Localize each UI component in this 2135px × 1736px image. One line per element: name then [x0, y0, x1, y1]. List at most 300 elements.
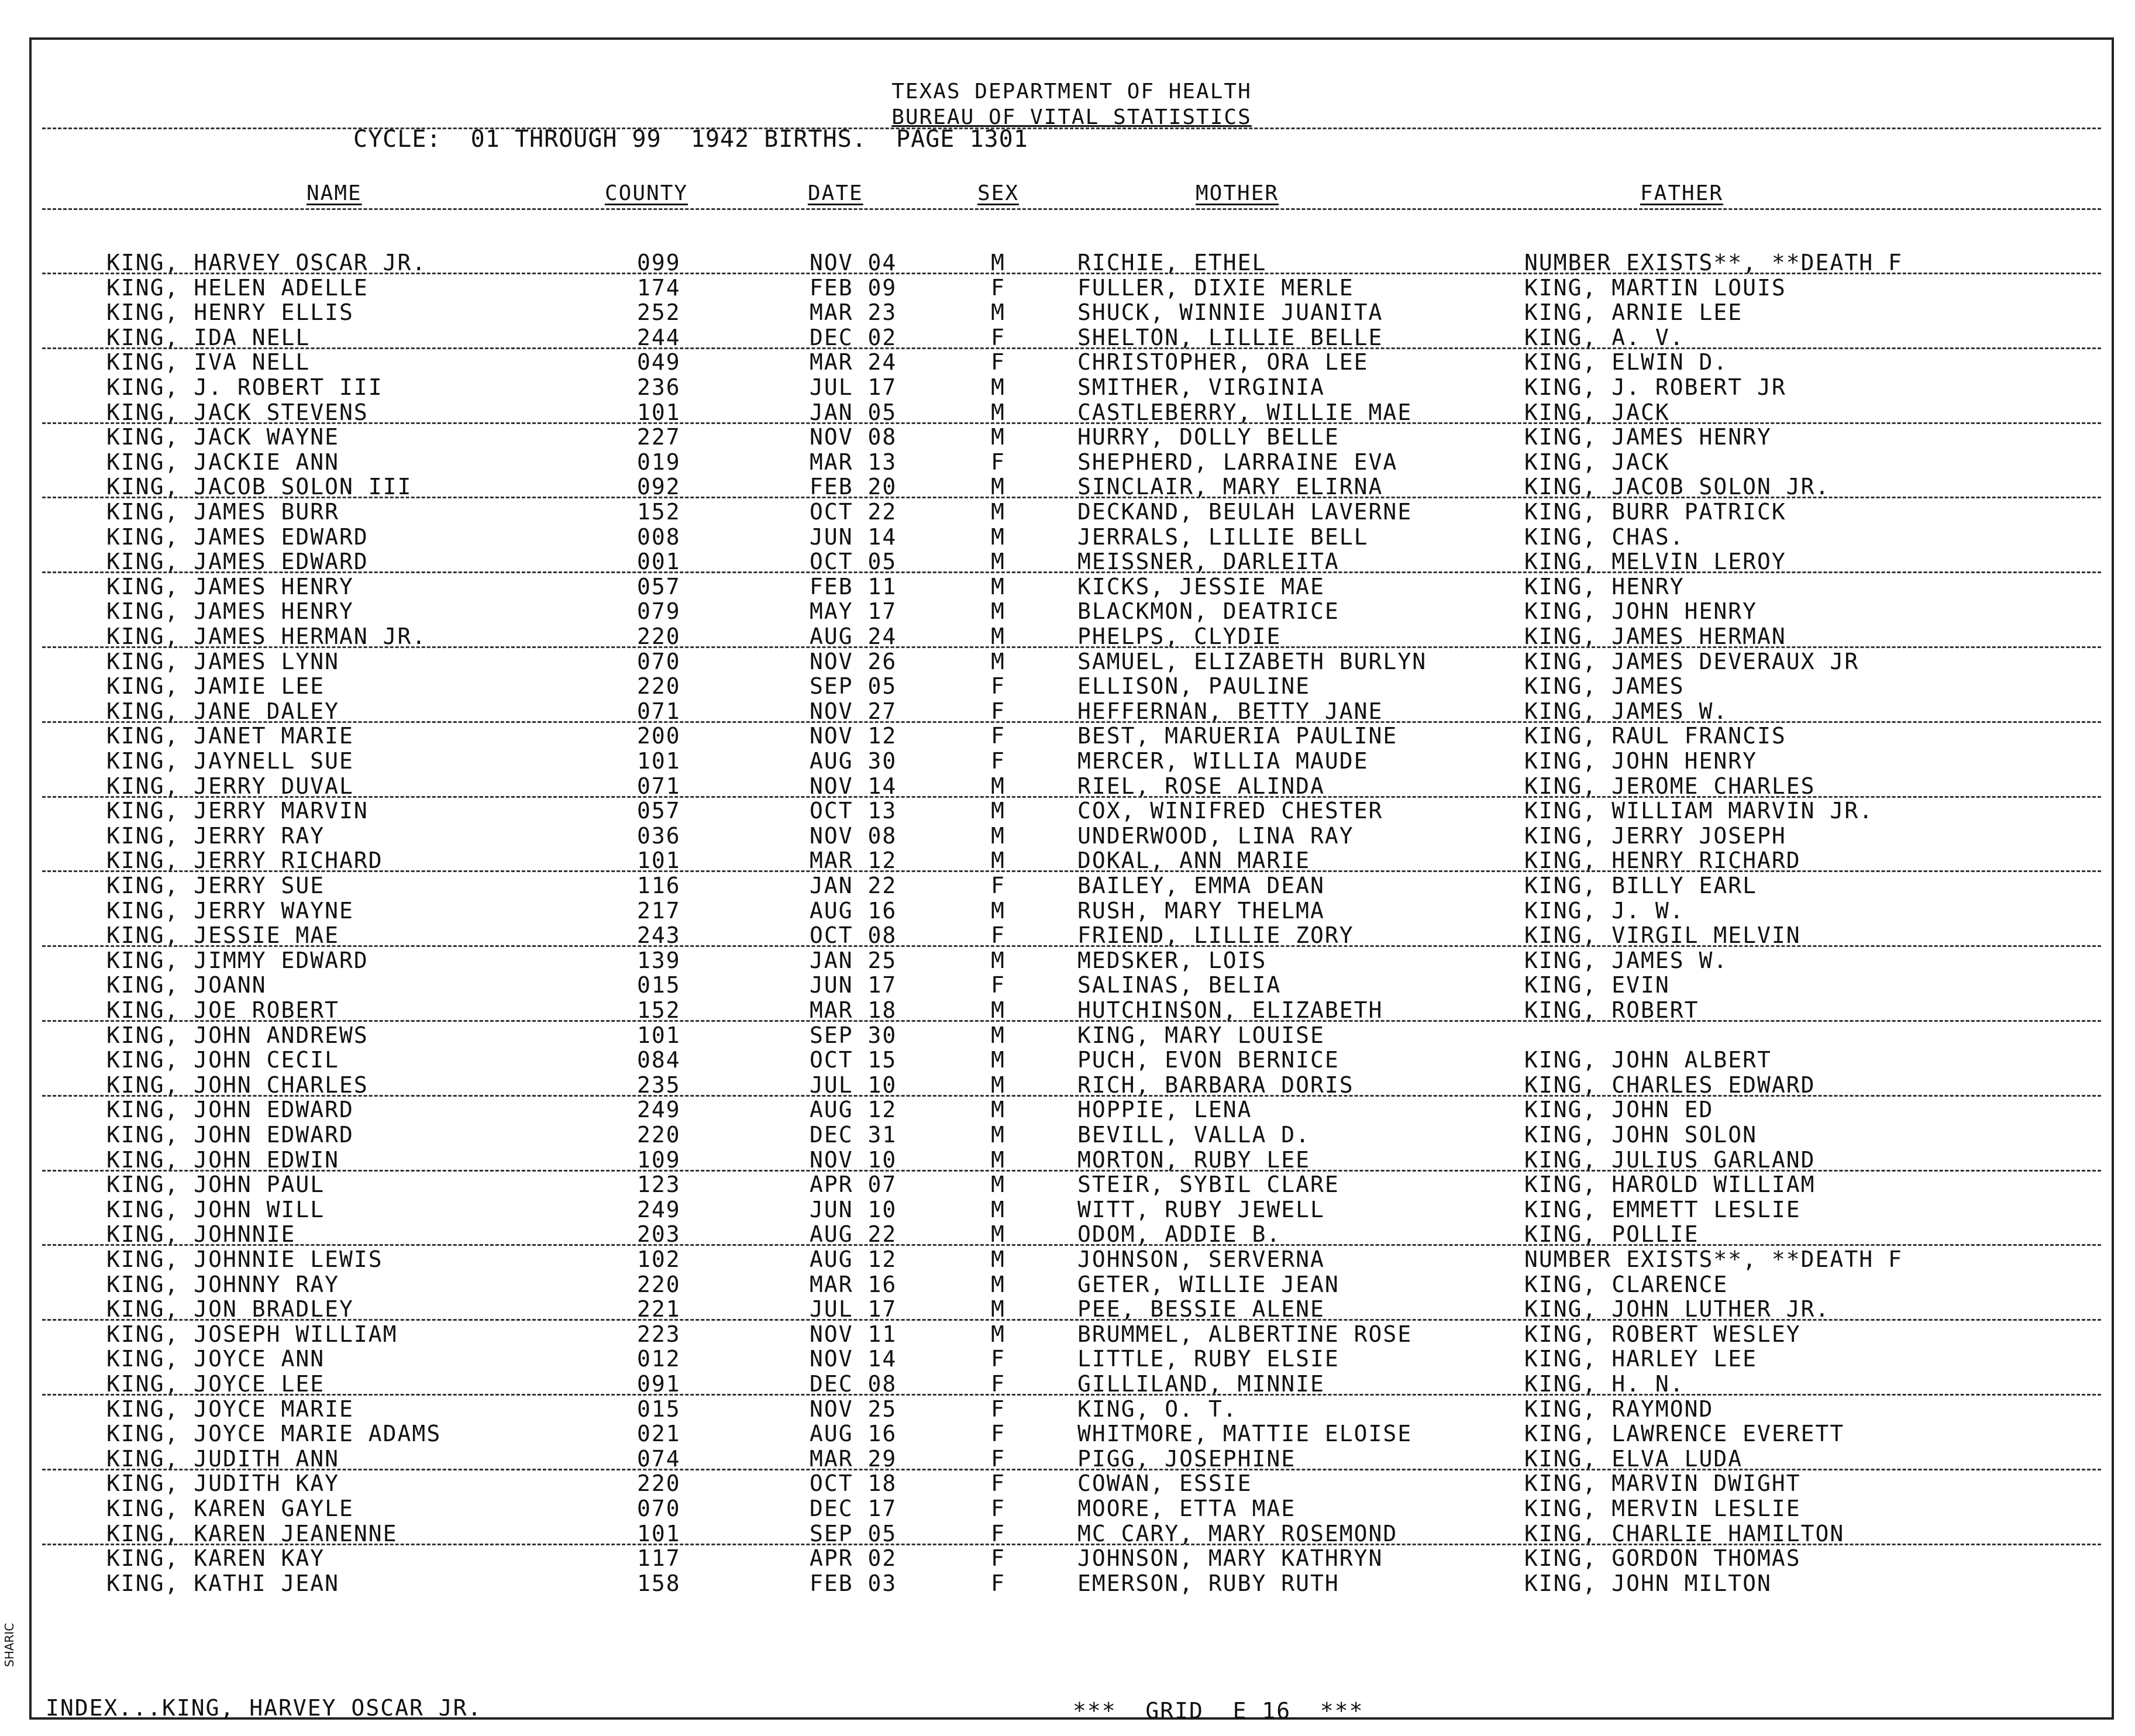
cell-date: NOV 14 [810, 773, 897, 799]
column-header-father: FATHER [1640, 181, 1724, 205]
cell-father: KING, LAWRENCE EVERETT [1524, 1421, 1845, 1447]
cell-father: KING, JACK [1524, 399, 1670, 425]
divider [42, 870, 2101, 872]
cell-date: JAN 25 [810, 947, 897, 973]
cell-name: KING, JOHNNIE [106, 1221, 296, 1248]
cell-father: KING, JULIUS GARLAND [1524, 1146, 1816, 1173]
cell-sex: M [991, 250, 1005, 275]
cell-sex: M [991, 773, 1005, 799]
divider [42, 1095, 2101, 1097]
cell-father: KING, JEROME CHARLES [1524, 773, 1816, 799]
cell-county: 109 [637, 1146, 681, 1173]
table-row [32, 800, 2112, 824]
cell-mother: JOHNSON, SERVERNA [1077, 1246, 1325, 1272]
cell-name: KING, JACK STEVENS [106, 399, 369, 425]
cell-county: 049 [637, 349, 681, 376]
cell-county: 116 [637, 873, 681, 898]
cell-sex: M [991, 798, 1005, 824]
cell-father: KING, ELVA LUDA [1524, 1445, 1743, 1472]
cell-mother: COX, WINIFRED CHESTER [1077, 798, 1383, 824]
table-row [32, 451, 2112, 476]
cell-name: KING, JAMIE LEE [106, 673, 325, 700]
cell-date: JUL 17 [810, 1296, 897, 1322]
cell-mother: GETER, WILLIE JEAN [1077, 1271, 1339, 1297]
cell-father: KING, EMMETT LESLIE [1524, 1196, 1801, 1222]
cell-name: KING, JOANN [106, 972, 267, 998]
cell-date: MAR 29 [810, 1445, 897, 1472]
cell-county: 071 [637, 698, 681, 724]
cell-date: FEB 11 [810, 573, 897, 600]
cell-sex: M [991, 598, 1005, 625]
cell-date: NOV 14 [810, 1346, 897, 1372]
cell-county: 074 [637, 1445, 681, 1472]
cell-date: AUG 30 [810, 748, 897, 774]
cell-father: KING, JOHN HENRY [1524, 598, 1758, 625]
cell-mother: PIGG, JOSEPHINE [1077, 1445, 1296, 1472]
cell-name: KING, JOYCE MARIE [106, 1396, 354, 1422]
cell-name: KING, JAMES EDWARD [106, 523, 369, 550]
cell-father: KING, JOHN ED [1524, 1097, 1714, 1123]
cell-name: KING, JANE DALEY [106, 698, 340, 724]
cell-father: KING, JACOB SOLON JR. [1524, 474, 1830, 500]
cell-name: KING, KATHI JEAN [106, 1570, 340, 1596]
cell-father: KING, ROBERT [1524, 997, 1699, 1023]
cell-sex: M [991, 1221, 1005, 1248]
cell-mother: RIEL, ROSE ALINDA [1077, 773, 1325, 799]
cell-mother: SHELTON, LILLIE BELLE [1077, 324, 1383, 350]
cell-name: KING, JACKIE ANN [106, 449, 340, 475]
cell-sex: F [991, 1421, 1005, 1447]
divider [42, 1469, 2101, 1470]
cell-name: KING, JERRY DUVAL [106, 773, 354, 799]
cell-mother: SHEPHERD, LARRAINE EVA [1077, 449, 1398, 475]
cell-father: KING, JAMES HERMAN [1524, 624, 1786, 649]
cell-sex: M [991, 399, 1005, 425]
cell-name: KING, JIMMY EDWARD [106, 947, 369, 973]
cell-mother: HOPPIE, LENA [1077, 1097, 1252, 1123]
cell-name: KING, JUDITH ANN [106, 1445, 340, 1472]
cell-name: KING, JOHN WILL [106, 1196, 325, 1222]
cell-sex: F [991, 1496, 1005, 1521]
cell-date: DEC 31 [810, 1122, 897, 1148]
cell-sex: F [991, 1520, 1005, 1546]
cell-county: 252 [637, 299, 681, 326]
cell-date: NOV 25 [810, 1396, 897, 1422]
cell-county: 220 [637, 1122, 681, 1148]
cell-sex: M [991, 1196, 1005, 1222]
cell-date: MAR 16 [810, 1271, 897, 1297]
cell-mother: LITTLE, RUBY ELSIE [1077, 1346, 1339, 1372]
table-row [32, 1248, 2112, 1273]
cell-county: 243 [637, 922, 681, 949]
table-row [32, 897, 2112, 924]
cell-county: 102 [637, 1246, 681, 1272]
cell-date: OCT 13 [810, 798, 897, 824]
divider [42, 1319, 2101, 1321]
cell-county: 021 [637, 1421, 681, 1447]
cell-sex: F [991, 1445, 1005, 1472]
cell-name: KING, JOHN CHARLES [106, 1072, 369, 1098]
cell-sex: M [991, 499, 1005, 525]
cycle-line: CYCLE: 01 THROUGH 99 1942 BIRTHS. PAGE 1301 [353, 126, 1028, 153]
cell-county: 244 [637, 324, 681, 350]
cell-mother: FULLER, DIXIE MERLE [1077, 274, 1354, 301]
cell-county: 158 [637, 1570, 681, 1596]
cell-date: AUG 16 [810, 897, 897, 924]
table-row [32, 501, 2112, 525]
table-row [32, 1572, 2112, 1597]
cell-sex: M [991, 1246, 1005, 1272]
cell-county: 220 [637, 1470, 681, 1497]
cell-name: KING, JOHN PAUL [106, 1172, 325, 1198]
table-row [32, 426, 2112, 450]
cell-county: 070 [637, 648, 681, 674]
header-agency: TEXAS DEPARTMENT OF HEALTH [891, 80, 1252, 104]
cell-mother: GILLILAND, MINNIE [1077, 1371, 1325, 1397]
cell-name: KING, IDA NELL [106, 324, 311, 350]
cell-county: 152 [637, 499, 681, 525]
cell-father: KING, JACK [1524, 449, 1670, 475]
cell-county: 101 [637, 848, 681, 874]
cell-date: SEP 05 [810, 673, 897, 700]
cell-name: KING, KAREN KAY [106, 1545, 325, 1572]
cell-mother: MEDSKER, LOIS [1077, 947, 1267, 973]
cell-date: DEC 08 [810, 1371, 897, 1397]
cell-date: JUL 10 [810, 1072, 897, 1098]
cell-sex: M [991, 1122, 1005, 1148]
cell-date: JUN 10 [810, 1196, 897, 1222]
cell-name: KING, JOYCE MARIE ADAMS [106, 1421, 442, 1447]
table-row [32, 1398, 2112, 1422]
divider [42, 571, 2101, 573]
cell-county: 015 [637, 1396, 681, 1422]
cell-county: 092 [637, 474, 681, 500]
cell-name: KING, JUDITH KAY [106, 1470, 340, 1497]
table-row [32, 725, 2112, 749]
cell-date: JUN 17 [810, 972, 897, 998]
cell-sex: M [991, 1146, 1005, 1173]
table-row [32, 650, 2112, 675]
cell-father: KING, J. ROBERT JR [1524, 374, 1786, 400]
cell-sex: M [991, 897, 1005, 924]
cell-father: KING, JAMES W. [1524, 947, 1728, 973]
cell-father: KING, JOHN LUTHER JR. [1524, 1296, 1830, 1322]
cell-mother: PUCH, EVON BERNICE [1077, 1047, 1339, 1073]
table-row [32, 1348, 2112, 1372]
table-row [32, 523, 2112, 550]
cell-father: KING, CHARLIE HAMILTON [1524, 1520, 1845, 1546]
cell-county: 057 [637, 573, 681, 600]
cell-name: KING, JESSIE MAE [106, 922, 340, 949]
table-row [32, 675, 2112, 700]
cell-mother: MOORE, ETTA MAE [1077, 1496, 1296, 1521]
cell-mother: JOHNSON, MARY KATHRYN [1077, 1545, 1383, 1572]
cell-county: 084 [637, 1047, 681, 1073]
table-row [32, 1497, 2112, 1522]
cell-date: MAR 23 [810, 299, 897, 326]
cell-date: FEB 03 [810, 1570, 897, 1596]
cell-sex: F [991, 1545, 1005, 1572]
cell-mother: CASTLEBERRY, WILLIE MAE [1077, 399, 1413, 425]
cell-name: KING, JOYCE LEE [106, 1371, 325, 1397]
cell-mother: HEFFERNAN, BETTY JANE [1077, 698, 1383, 724]
cell-mother: KING, MARY LOUISE [1077, 1022, 1325, 1048]
cell-county: 200 [637, 723, 681, 749]
cell-date: OCT 05 [810, 549, 897, 575]
cell-county: 019 [637, 449, 681, 475]
cell-sex: M [991, 474, 1005, 500]
cell-name: KING, IVA NELL [106, 349, 311, 376]
cell-date: MAR 12 [810, 848, 897, 874]
table-row [32, 573, 2112, 600]
cell-sex: F [991, 274, 1005, 301]
cell-date: MAR 24 [810, 349, 897, 376]
cell-date: MAR 18 [810, 997, 897, 1023]
cell-mother: UNDERWOOD, LINA RAY [1077, 822, 1354, 849]
table-row [32, 600, 2112, 625]
table-row [32, 1273, 2112, 1298]
cell-father: KING, CHAS. [1524, 523, 1685, 550]
cell-name: KING, JOHN EDWARD [106, 1122, 354, 1148]
divider [42, 128, 2101, 129]
cell-county: 101 [637, 1022, 681, 1048]
cell-mother: BEVILL, VALLA D. [1077, 1122, 1311, 1148]
cell-mother: RUSH, MARY THELMA [1077, 897, 1325, 924]
cell-date: DEC 02 [810, 324, 897, 350]
cell-sex: F [991, 723, 1005, 749]
cell-father: KING, BILLY EARL [1524, 873, 1758, 898]
cell-father: KING, BURR PATRICK [1524, 499, 1786, 525]
cell-county: 223 [637, 1321, 681, 1347]
cell-father: KING, ARNIE LEE [1524, 299, 1743, 326]
cell-date: MAY 17 [810, 598, 897, 625]
cell-name: KING, JOHNNY RAY [106, 1271, 340, 1297]
cell-father: KING, ROBERT WESLEY [1524, 1321, 1801, 1347]
cell-mother: DECKAND, BEULAH LAVERNE [1077, 499, 1413, 525]
cell-name: KING, JON BRADLEY [106, 1296, 354, 1322]
cell-date: NOV 26 [810, 648, 897, 674]
cell-date: MAR 13 [810, 449, 897, 475]
cell-sex: M [991, 299, 1005, 326]
cell-father: KING, MERVIN LESLIE [1524, 1496, 1801, 1521]
cell-mother: RICHIE, ETHEL [1077, 250, 1267, 275]
cell-mother: MEISSNER, DARLEITA [1077, 549, 1339, 575]
cell-mother: FRIEND, LILLIE ZORY [1077, 922, 1354, 949]
cell-father: KING, HENRY [1524, 573, 1685, 600]
cell-name: KING, HARVEY OSCAR JR. [106, 250, 427, 275]
cell-mother: MC CARY, MARY ROSEMOND [1077, 1520, 1398, 1546]
cell-name: KING, HENRY ELLIS [106, 299, 354, 326]
cell-mother: KICKS, JESSIE MAE [1077, 573, 1325, 600]
cell-sex: M [991, 374, 1005, 400]
cell-name: KING, JERRY SUE [106, 873, 325, 898]
cell-sex: M [991, 1271, 1005, 1297]
cell-county: 001 [637, 549, 681, 575]
cell-sex: F [991, 673, 1005, 700]
cell-county: 236 [637, 374, 681, 400]
cell-father: KING, CLARENCE [1524, 1271, 1728, 1297]
cell-mother: CHRISTOPHER, ORA LEE [1077, 349, 1369, 376]
divider [42, 721, 2101, 723]
cell-father: KING, JAMES DEVERAUX JR [1524, 648, 1859, 674]
table-row [32, 1198, 2112, 1223]
cell-sex: M [991, 1072, 1005, 1098]
table-row [32, 874, 2112, 899]
table-row [32, 274, 2112, 301]
cell-sex: M [991, 1047, 1005, 1073]
divider [42, 1170, 2101, 1172]
cell-mother: KING, O. T. [1077, 1396, 1238, 1422]
cell-date: OCT 22 [810, 499, 897, 525]
divider [42, 1020, 2101, 1022]
cell-mother: BAILEY, EMMA DEAN [1077, 873, 1325, 898]
cell-father: NUMBER EXISTS**, **DEATH F [1524, 1246, 1903, 1272]
divider [42, 796, 2101, 798]
cell-county: 249 [637, 1196, 681, 1222]
divider [42, 273, 2101, 274]
grid-label: *** GRID E 16 *** [1073, 1698, 1364, 1724]
cell-father: KING, JOHN ALBERT [1524, 1047, 1772, 1073]
cell-mother: ODOM, ADDIE B. [1077, 1221, 1282, 1248]
cell-father: KING, MARTIN LOUIS [1524, 274, 1786, 301]
cell-county: 123 [637, 1172, 681, 1198]
cell-sex: M [991, 523, 1005, 550]
cell-sex: F [991, 1396, 1005, 1422]
cell-date: APR 07 [810, 1172, 897, 1198]
cell-father: KING, JOHN MILTON [1524, 1570, 1772, 1596]
cell-county: 008 [637, 523, 681, 550]
cell-county: 012 [637, 1346, 681, 1372]
cell-father: KING, HARLEY LEE [1524, 1346, 1758, 1372]
cell-father: KING, MARVIN DWIGHT [1524, 1470, 1801, 1497]
cell-father: KING, RAYMOND [1524, 1396, 1714, 1422]
cell-sex: F [991, 873, 1005, 898]
cell-sex: F [991, 449, 1005, 475]
cell-county: 220 [637, 673, 681, 700]
cell-sex: M [991, 573, 1005, 600]
cell-mother: STEIR, SYBIL CLARE [1077, 1172, 1339, 1198]
cell-date: NOV 08 [810, 822, 897, 849]
cell-name: KING, JAMES BURR [106, 499, 340, 525]
cell-name: KING, JOYCE ANN [106, 1346, 325, 1372]
column-header-date: DATE [808, 181, 863, 205]
cell-sex: F [991, 1371, 1005, 1397]
cell-county: 101 [637, 748, 681, 774]
cell-sex: M [991, 549, 1005, 575]
cell-county: 203 [637, 1221, 681, 1248]
cell-name: KING, JERRY RAY [106, 822, 325, 849]
cell-mother: RICH, BARBARA DORIS [1077, 1072, 1354, 1098]
table-row [32, 1124, 2112, 1148]
cell-father: KING, HAROLD WILLIAM [1524, 1172, 1816, 1198]
cell-date: NOV 10 [810, 1146, 897, 1173]
cell-name: KING, KAREN JEANENNE [106, 1520, 398, 1546]
cell-mother: WITT, RUBY JEWELL [1077, 1196, 1325, 1222]
cell-mother: HUTCHINSON, ELIZABETH [1077, 997, 1383, 1023]
cell-mother: EMERSON, RUBY RUTH [1077, 1570, 1339, 1596]
cell-county: 101 [637, 399, 681, 425]
cell-sex: F [991, 748, 1005, 774]
table-row [32, 750, 2112, 774]
table-row [32, 1472, 2112, 1497]
cell-county: 152 [637, 997, 681, 1023]
cell-father: KING, JERRY JOSEPH [1524, 822, 1786, 849]
cell-name: KING, JOHN ANDREWS [106, 1022, 369, 1048]
cell-county: 221 [637, 1296, 681, 1322]
cell-date: AUG 22 [810, 1221, 897, 1248]
cell-mother: SHUCK, WINNIE JUANITA [1077, 299, 1383, 326]
cell-sex: M [991, 1097, 1005, 1123]
cell-father: KING, H. N. [1524, 1371, 1685, 1397]
cell-county: 101 [637, 1520, 681, 1546]
cell-date: JAN 22 [810, 873, 897, 898]
cell-date: OCT 15 [810, 1047, 897, 1073]
cell-mother: HURRY, DOLLY BELLE [1077, 424, 1339, 450]
cell-father: KING, MELVIN LEROY [1524, 549, 1786, 575]
cell-father: KING, JAMES [1524, 673, 1685, 700]
cell-county: 220 [637, 1271, 681, 1297]
divider [42, 1394, 2101, 1396]
cell-date: AUG 24 [810, 624, 897, 649]
cell-mother: WHITMORE, MATTIE ELOISE [1077, 1421, 1413, 1447]
cell-date: JAN 05 [810, 399, 897, 425]
side-label: SHARIC [2, 1623, 16, 1667]
cell-county: 057 [637, 798, 681, 824]
cell-county: 235 [637, 1072, 681, 1098]
cell-mother: SINCLAIR, MARY ELIRNA [1077, 474, 1383, 500]
cell-date: NOV 27 [810, 698, 897, 724]
cell-date: FEB 20 [810, 474, 897, 500]
cell-county: 227 [637, 424, 681, 450]
cell-name: KING, JAMES HENRY [106, 573, 354, 600]
cell-sex: M [991, 1296, 1005, 1322]
cell-mother: PEE, BESSIE ALENE [1077, 1296, 1325, 1322]
cell-father: KING, EVIN [1524, 972, 1670, 998]
cell-mother: BEST, MARUERIA PAULINE [1077, 723, 1398, 749]
table-row [32, 1323, 2112, 1348]
cell-date: NOV 08 [810, 424, 897, 450]
cell-father: KING, JAMES W. [1524, 698, 1728, 724]
cell-father: KING, J. W. [1524, 897, 1685, 924]
header-bureau: BUREAU OF VITAL STATISTICS [891, 105, 1252, 129]
table-row [32, 376, 2112, 401]
cell-date: AUG 16 [810, 1421, 897, 1447]
cell-date: NOV 12 [810, 723, 897, 749]
cell-sex: F [991, 1470, 1005, 1497]
cell-mother: PHELPS, CLYDIE [1077, 624, 1282, 649]
cell-name: KING, JOHNNIE LEWIS [106, 1246, 383, 1272]
cell-sex: M [991, 648, 1005, 674]
cell-mother: COWAN, ESSIE [1077, 1470, 1252, 1497]
cell-sex: F [991, 698, 1005, 724]
cell-sex: M [991, 424, 1005, 450]
cell-father: KING, CHARLES EDWARD [1524, 1072, 1816, 1098]
cell-mother: DOKAL, ANN MARIE [1077, 848, 1311, 874]
cell-sex: M [991, 997, 1005, 1023]
cell-sex: M [991, 1321, 1005, 1347]
cell-date: NOV 04 [810, 250, 897, 275]
cell-sex: M [991, 1172, 1005, 1198]
cell-name: KING, JERRY MARVIN [106, 798, 369, 824]
divider [42, 1244, 2101, 1246]
cell-county: 036 [637, 822, 681, 849]
cell-name: KING, JERRY WAYNE [106, 897, 354, 924]
cell-date: AUG 12 [810, 1097, 897, 1123]
column-header-sex: SEX [977, 181, 1020, 205]
cell-father: NUMBER EXISTS**, **DEATH F [1524, 250, 1903, 275]
cell-date: OCT 18 [810, 1470, 897, 1497]
cell-name: KING, J. ROBERT III [106, 374, 383, 400]
